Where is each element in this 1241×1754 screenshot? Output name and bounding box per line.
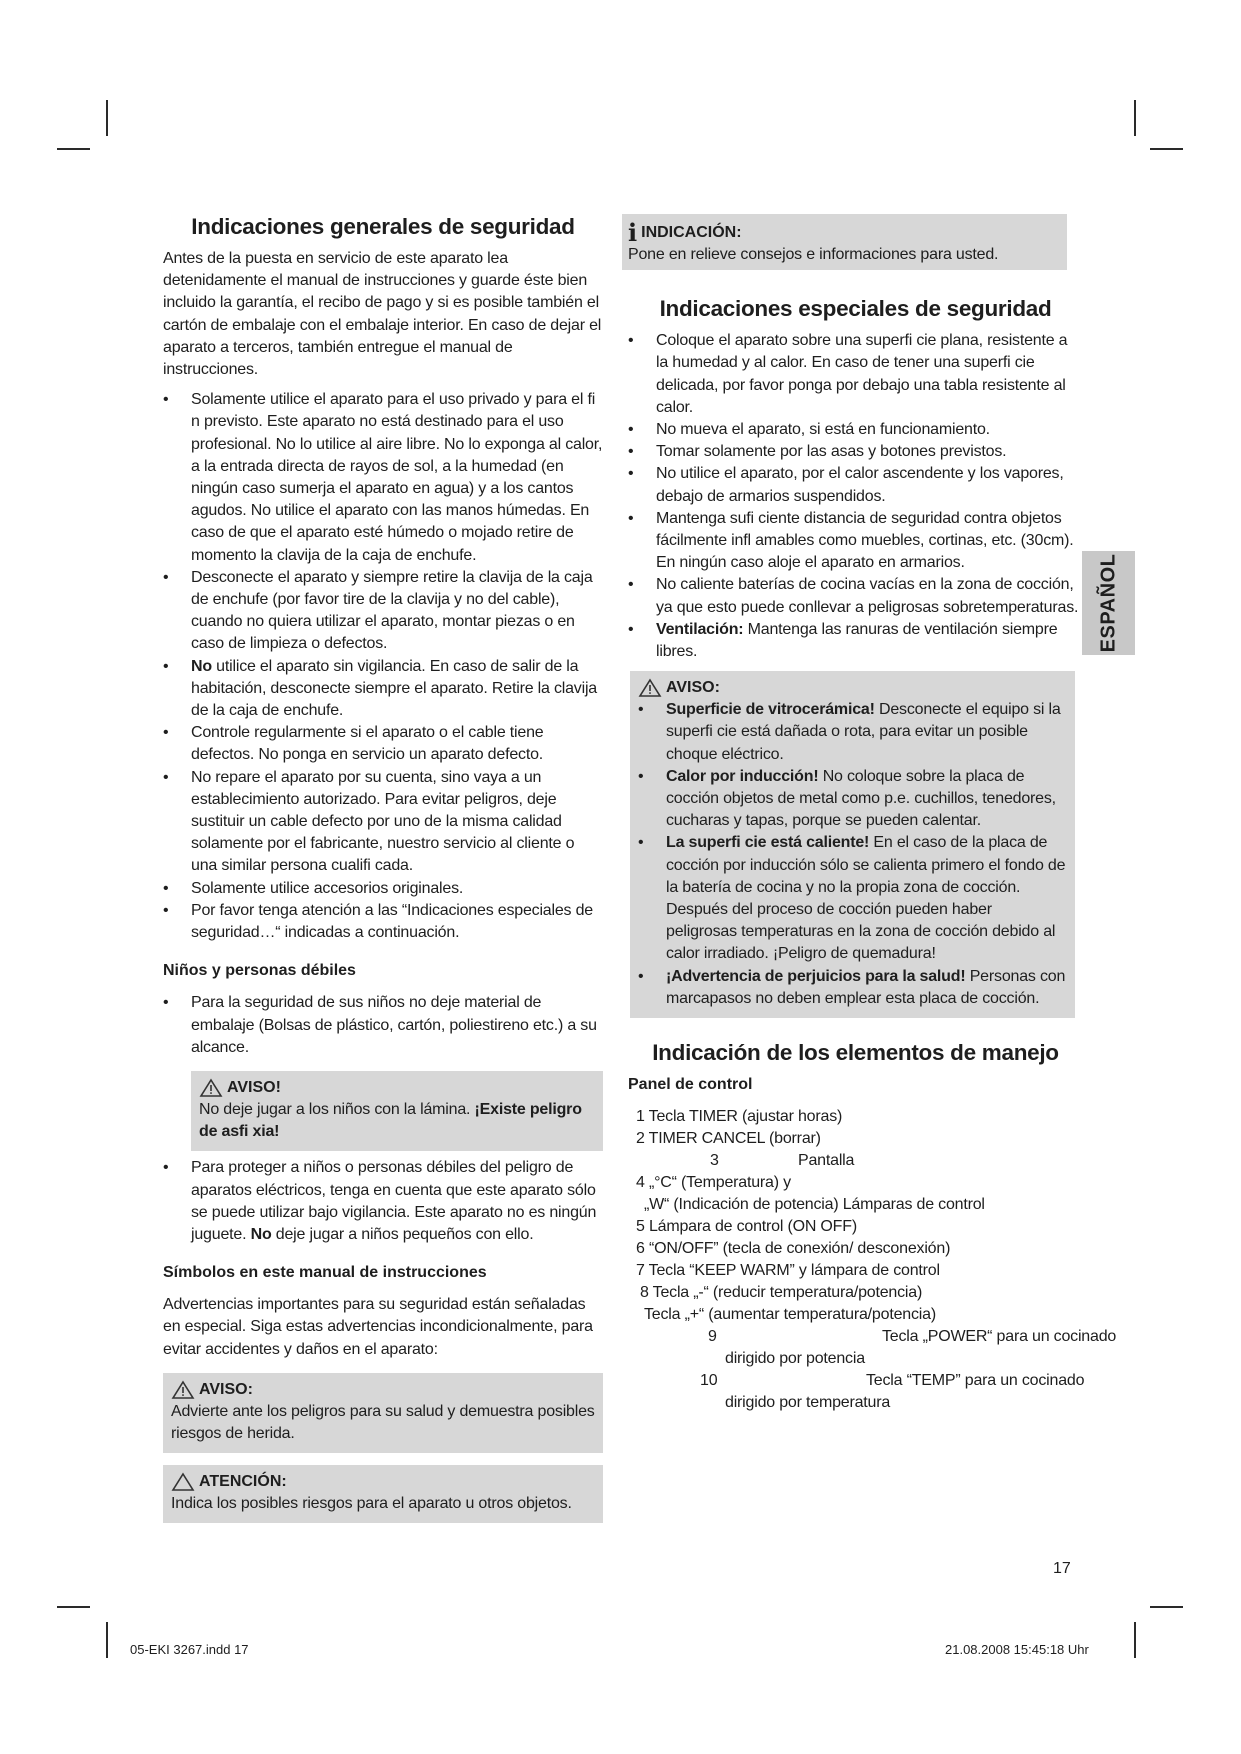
aviso-text: No deje jugar a los niños con la lámina.	[199, 1100, 475, 1118]
list-item: 6 “ON/OFF” (tecla de conexión/ desconexión)	[636, 1240, 951, 1258]
list-item: • Desconecte el aparato y siempre retire la clavija de la caja de enchufe (por favor tire de la clavija y no del cable), cuando no quiera utilizar el aparato, montar piezas o en caso de limpieza o defectos.	[163, 567, 603, 656]
atencion-title: ATENCIÓN:	[199, 1473, 287, 1491]
intro-paragraph: Antes de la puesta en servicio de este aparato lea detenidamente el manual de instrucciones y guarde éste bien incluido la garantía, el recibo de pago y si es posible también el cartón de embalaje con el embalaje interior. En caso de dejar el aparato a terceros, también entregue el manual de instrucciones.	[163, 250, 602, 379]
aviso-box-health	[163, 1373, 603, 1453]
aviso-item-bold: La superfi cie está caliente!	[666, 834, 870, 852]
atencion-text: Indica los posibles riesgos para el aparato u otros objetos.	[171, 1495, 572, 1513]
language-tab-label: ESPAÑOL	[1097, 553, 1119, 653]
section-heading-general-safety: Indicaciones generales de seguridad	[191, 214, 575, 239]
list-item	[628, 619, 1083, 663]
aviso-item-bold: Superficie de vitrocerámica!	[666, 701, 875, 719]
general-safety-list	[163, 389, 603, 944]
list-item	[163, 656, 603, 723]
list-item: Tecla „+“ (aumentar temperatura/potencia)	[644, 1306, 936, 1324]
list-item: • No mueva el aparato, si está en funcionamiento.	[628, 419, 1083, 441]
footer-file-info: 05-EKI 3267.indd 17	[130, 1642, 249, 1657]
crop-mark	[106, 100, 108, 136]
bold-no: No	[250, 1225, 272, 1243]
control-panel-list	[628, 1106, 1117, 1412]
section-heading-special-safety: Indicaciones especiales de seguridad	[659, 296, 1052, 322]
crop-mark	[1134, 100, 1136, 136]
list-item-number: 3	[710, 1152, 719, 1170]
aviso-title: AVISO!	[227, 1078, 281, 1096]
list-item	[638, 966, 1067, 1010]
aviso-box-induction	[630, 671, 1075, 1018]
list-item-text: Para proteger a niños o personas débiles del peligro de aparatos eléctricos, tenga en cuenta que este aparato sólo se puede utilizar bajo vigilancia. Este aparato no es ningún juguete.	[191, 1159, 597, 1243]
warning-triangle-icon	[199, 1078, 223, 1098]
list-item: • Por favor tenga atención a las “Indicaciones especiales de seguridad…“ indicadas a continuación.	[163, 900, 603, 944]
aviso-title: AVISO:	[666, 679, 720, 697]
list-item	[638, 832, 1067, 965]
atencion-box	[163, 1465, 603, 1523]
bold-no: No	[191, 657, 212, 675]
list-item: • Para la seguridad de sus niños no deje material de embalaje (Bolsas de plástico, cartón, poliestireno etc.) a su alcance.	[163, 992, 603, 1059]
list-item: dirigido por potencia	[725, 1350, 865, 1368]
symbols-heading: Símbolos en este manual de instrucciones	[163, 1264, 487, 1282]
page-number: 17	[1053, 1560, 1071, 1577]
vent-bold: Ventilación:	[656, 620, 744, 638]
indicacion-box	[622, 214, 1067, 270]
list-item: „W“ (Indicación de potencia) Lámparas de control	[644, 1196, 985, 1214]
left-column	[163, 214, 603, 1523]
crop-mark	[57, 148, 90, 150]
list-item: 1 Tecla TIMER (ajustar horas)	[636, 1108, 843, 1126]
list-item: • Coloque el aparato sobre una superfi cie plana, resistente a la humedad y al calor. En caso de tener una superfi cie delicada, por favor ponga por debajo una tabla resistente al calor.	[628, 330, 1083, 419]
list-item	[638, 766, 1067, 833]
list-item: 8 Tecla „-“ (reducir temperatura/potencia)	[640, 1284, 923, 1302]
crop-mark	[106, 1622, 108, 1658]
aviso-item-text: Desconecte el equipo si la superfi cie está dañada o rota, para evitar un posible choque eléctrico.	[666, 701, 1061, 763]
section-heading-controls: Indicación de los elementos de manejo	[652, 1040, 1059, 1066]
list-item: • No repare el aparato por su cuenta, sino vaya a un establecimiento autorizado. Para evitar peligros, deje sustituir un cable defecto por uno de la misma calidad solamente por el fabricante, nuestro servicio al cliente o una similar persona cualifi cada.	[163, 767, 603, 878]
aviso-list	[638, 699, 1067, 1010]
list-item	[638, 699, 1067, 766]
list-item: • Controle regularmente si el aparato o el cable tiene defectos. No ponga en servicio un aparato defecto.	[163, 722, 603, 766]
list-item: • No utilice el aparato, por el calor ascendente y los vapores, debajo de armarios suspendidos.	[628, 463, 1083, 507]
aviso-item-bold: Calor por inducción!	[666, 767, 819, 785]
aviso-item-text: Personas con marcapasos no deben emplear esta placa de cocción.	[666, 967, 1066, 1007]
aviso-item-text: En el caso de la placa de cocción por inducción sólo se calienta primero el fondo de la batería de cocina y no la propia zona de cocción. Después del proceso de cocción pueden haber peligrosas temperaturas en la zona de cocción debido al calor irradiado. ¡Peligro de quemadura!	[666, 834, 1066, 963]
list-item-number: 9	[708, 1328, 717, 1346]
special-safety-list	[628, 330, 1083, 663]
aviso-text: Advierte ante los peligros para su salud y demuestra posibles riesgos de herida.	[171, 1402, 595, 1442]
aviso-bold: ¡Existe peligro de asfi xia!	[199, 1100, 582, 1141]
list-item: • Solamente utilice accesorios originales.	[163, 878, 603, 900]
list-item: Pantalla	[798, 1152, 855, 1170]
crop-mark	[1150, 148, 1183, 150]
aviso-item-text: No coloque sobre la placa de cocción objetos de metal como p.e. cuchillos, tenedores, cucharas y tapas, porque se pueden calentar.	[666, 767, 1056, 830]
children-heading: Niños y personas débiles	[163, 962, 356, 980]
list-item: • Tomar solamente por las asas y botones previstos.	[628, 441, 1083, 463]
list-item-number: 10	[700, 1372, 718, 1390]
list-item-text: deje jugar a niños pequeños con ello.	[271, 1225, 534, 1243]
warning-triangle-icon	[171, 1380, 195, 1400]
list-item: 7 Tecla “KEEP WARM” y lámpara de control	[636, 1262, 940, 1280]
aviso-item-bold: ¡Advertencia de perjuicios para la salud!	[666, 967, 966, 985]
aviso-box-children	[191, 1071, 603, 1151]
list-item	[163, 1157, 603, 1246]
crop-mark	[1134, 1622, 1136, 1658]
protect-list	[163, 1157, 603, 1246]
list-item: 2 TIMER CANCEL (borrar)	[636, 1130, 821, 1148]
warning-triangle-icon	[638, 678, 662, 698]
panel-heading: Panel de control	[628, 1076, 753, 1094]
children-list	[163, 992, 603, 1059]
list-item-text: utilice el aparato sin vigilancia. En caso de salir de la habitación, desconecte siempre el aparato. Retire la clavija de la caja de enchufe.	[191, 657, 598, 720]
list-item: • Solamente utilice el aparato para el uso privado y para el fi n previsto. Este aparato no está destinado para el uso profesional. No lo utilice al aire libre. No lo exponga al calor, a la entrada directa de rayos de sol, a la humedad (en ningún caso sumerja el aparato en agua) y a los cantos agudos. No utilice el aparato con las manos húmedas. En caso de que el aparato esté húmedo o mojado retire de momento la clavija de la caja de enchufe.	[163, 389, 603, 567]
indicacion-text: Pone en relieve consejos e informaciones para usted.	[628, 246, 999, 263]
footer-timestamp: 21.08.2008 15:45:18 Uhr	[945, 1642, 1089, 1657]
indicacion-title: INDICACIÓN:	[641, 224, 742, 241]
list-item: • No caliente baterías de cocina vacías en la zona de cocción, ya que esto puede conllevar a peligrosas sobretemperaturas.	[628, 574, 1083, 618]
list-item: • Mantenga sufi ciente distancia de seguridad contra objetos fácilmente infl amables como muebles, cortinas, etc. (30cm). En ningún caso aloje el aparato en armarios.	[628, 508, 1083, 575]
list-item: dirigido por temperatura	[725, 1394, 891, 1412]
info-icon: i	[628, 218, 638, 247]
list-item: Tecla „POWER“ para un cocinado	[882, 1328, 1117, 1346]
crop-mark	[1150, 1606, 1183, 1608]
aviso-title: AVISO:	[199, 1380, 253, 1398]
list-item: 5 Lámpara de control (ON OFF)	[636, 1218, 857, 1236]
caution-triangle-icon	[171, 1472, 195, 1492]
list-item: 4 „°C“ (Temperatura) y	[636, 1174, 791, 1192]
symbols-paragraph: Advertencias importantes para su seguridad están señaladas en especial. Siga estas advertencias incondicionalmente, para evitar accidentes y daños en el aparato:	[163, 1296, 593, 1358]
list-item: Tecla “TEMP” para un cocinado	[866, 1372, 1085, 1390]
list-item-text: Mantenga las ranuras de ventilación siempre libres.	[656, 620, 1058, 661]
crop-mark	[57, 1606, 90, 1608]
language-tab	[1082, 551, 1135, 655]
